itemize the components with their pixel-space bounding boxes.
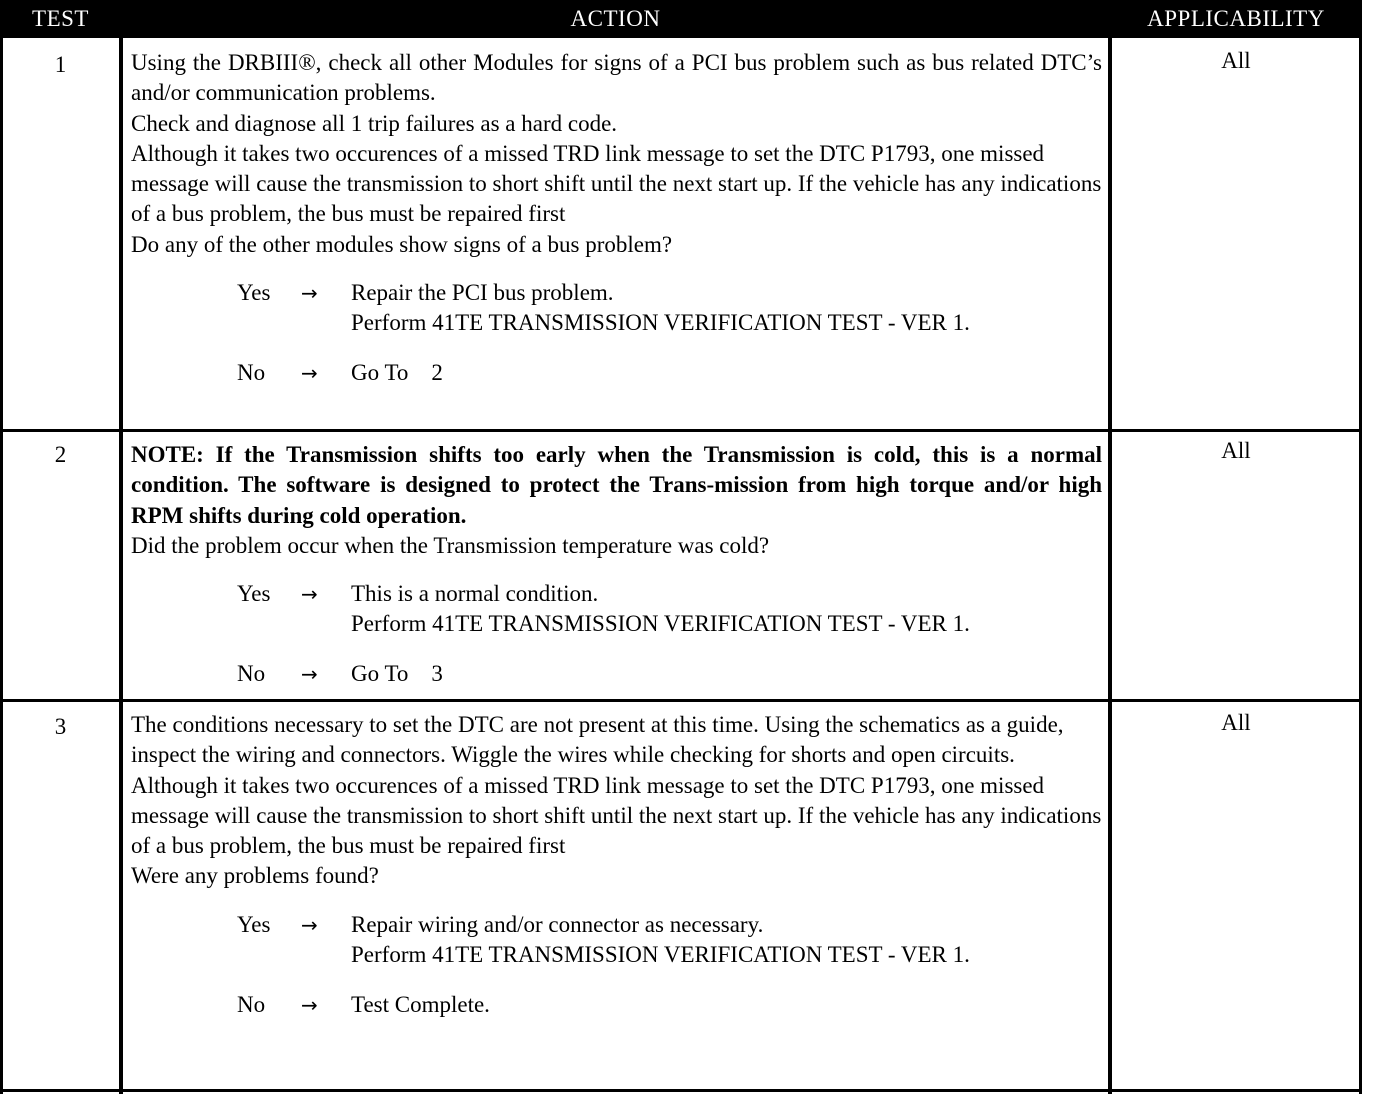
no-label: No bbox=[237, 661, 266, 687]
yes-result-line: Perform 41TE TRANSMISSION VERIFICATION TEST - VER 1. bbox=[351, 942, 970, 968]
table-row bbox=[0, 702, 1362, 1089]
no-result bbox=[351, 990, 1111, 1020]
action-cell bbox=[131, 710, 1102, 1020]
applicability-cell: All bbox=[1221, 710, 1251, 735]
right-arrow-icon: → bbox=[301, 662, 318, 687]
action-paragraph: Although it takes two occurences of a missed TRD link message to set the DTC P1793, one missed message will cause the transmission to short shift until the next start up. If the vehicle has any indications of a bus problem, the bus must be repaired first bbox=[131, 140, 1102, 227]
header-action: ACTION bbox=[570, 6, 661, 31]
no-result bbox=[351, 659, 1111, 689]
table-row bbox=[0, 432, 1362, 699]
table-header bbox=[0, 0, 1362, 38]
action-paragraph: Check and diagnose all 1 trip failures as a hard code. bbox=[131, 110, 618, 136]
yes-answer bbox=[131, 278, 1102, 338]
yes-result-line: Perform 41TE TRANSMISSION VERIFICATION TEST - VER 1. bbox=[351, 310, 970, 336]
action-paragraph: Although it takes two occurences of a missed TRD link message to set the DTC P1793, one missed message will cause the transmission to short shift until the next start up. If the vehicle has any indications of a bus problem, the bus must be repaired first bbox=[131, 772, 1102, 859]
right-arrow-icon: → bbox=[301, 912, 318, 937]
right-arrow-icon: → bbox=[301, 582, 318, 607]
yes-result bbox=[351, 278, 1111, 339]
no-answer bbox=[131, 358, 1102, 388]
question-text: Do any of the other modules show signs of a bus problem? bbox=[131, 231, 673, 257]
yes-answer bbox=[131, 910, 1102, 970]
question-text: Did the problem occur when the Transmission temperature was cold? bbox=[131, 532, 770, 558]
test-number: 1 bbox=[54, 52, 67, 77]
yes-result-line: Perform 41TE TRANSMISSION VERIFICATION TEST - VER 1. bbox=[351, 611, 970, 637]
test-number: 3 bbox=[54, 714, 67, 739]
yes-label: Yes bbox=[237, 911, 271, 937]
action-cell bbox=[131, 440, 1102, 689]
yes-label: Yes bbox=[237, 280, 271, 306]
test-number: 2 bbox=[54, 442, 67, 467]
right-arrow-icon: → bbox=[301, 361, 318, 386]
table-row bbox=[0, 38, 1362, 429]
header-test: TEST bbox=[32, 6, 89, 31]
no-result-line: Go To 3 bbox=[351, 661, 443, 687]
action-paragraph: The conditions necessary to set the DTC are not present at this time. Using the schematics as a guide, inspect the wiring and connectors. Wiggle the wires while checking for shorts and open circuits. bbox=[131, 712, 1064, 768]
bottom-border bbox=[0, 1089, 1362, 1092]
yes-result-line: This is a normal condition. bbox=[351, 581, 599, 607]
action-cell bbox=[131, 48, 1102, 388]
no-answer bbox=[131, 659, 1102, 689]
no-answer bbox=[131, 990, 1102, 1020]
right-arrow-icon: → bbox=[301, 281, 318, 306]
no-result bbox=[351, 358, 1111, 388]
no-label: No bbox=[237, 991, 266, 1017]
no-result-line: Test Complete. bbox=[351, 991, 490, 1017]
action-paragraph: Using the DRBIII®, check all other Modules for signs of a PCI bus problem such as bus related DTC’s and/or communication problems. bbox=[131, 50, 1102, 106]
yes-result bbox=[351, 910, 1111, 971]
yes-label: Yes bbox=[237, 581, 271, 607]
right-arrow-icon: → bbox=[301, 992, 318, 1017]
yes-result-line: Repair wiring and/or connector as necessary. bbox=[351, 911, 764, 937]
table-body bbox=[0, 38, 1362, 1094]
no-result-line: Go To 2 bbox=[351, 360, 443, 386]
yes-result bbox=[351, 579, 1111, 640]
yes-result-line: Repair the PCI bus problem. bbox=[351, 280, 614, 306]
no-label: No bbox=[237, 360, 266, 386]
yes-answer bbox=[131, 579, 1102, 639]
applicability-cell: All bbox=[1221, 48, 1251, 73]
header-applicability: APPLICABILITY bbox=[1147, 6, 1325, 31]
note-text: NOTE: If the Transmission shifts too early when the Transmission is cold, this is a normal condition. The software is designed to protect the Trans-mission from high torque and/or high RPM shifts during cold operation. bbox=[131, 442, 1102, 528]
applicability-cell: All bbox=[1221, 438, 1251, 463]
question-text: Were any problems found? bbox=[131, 863, 379, 889]
